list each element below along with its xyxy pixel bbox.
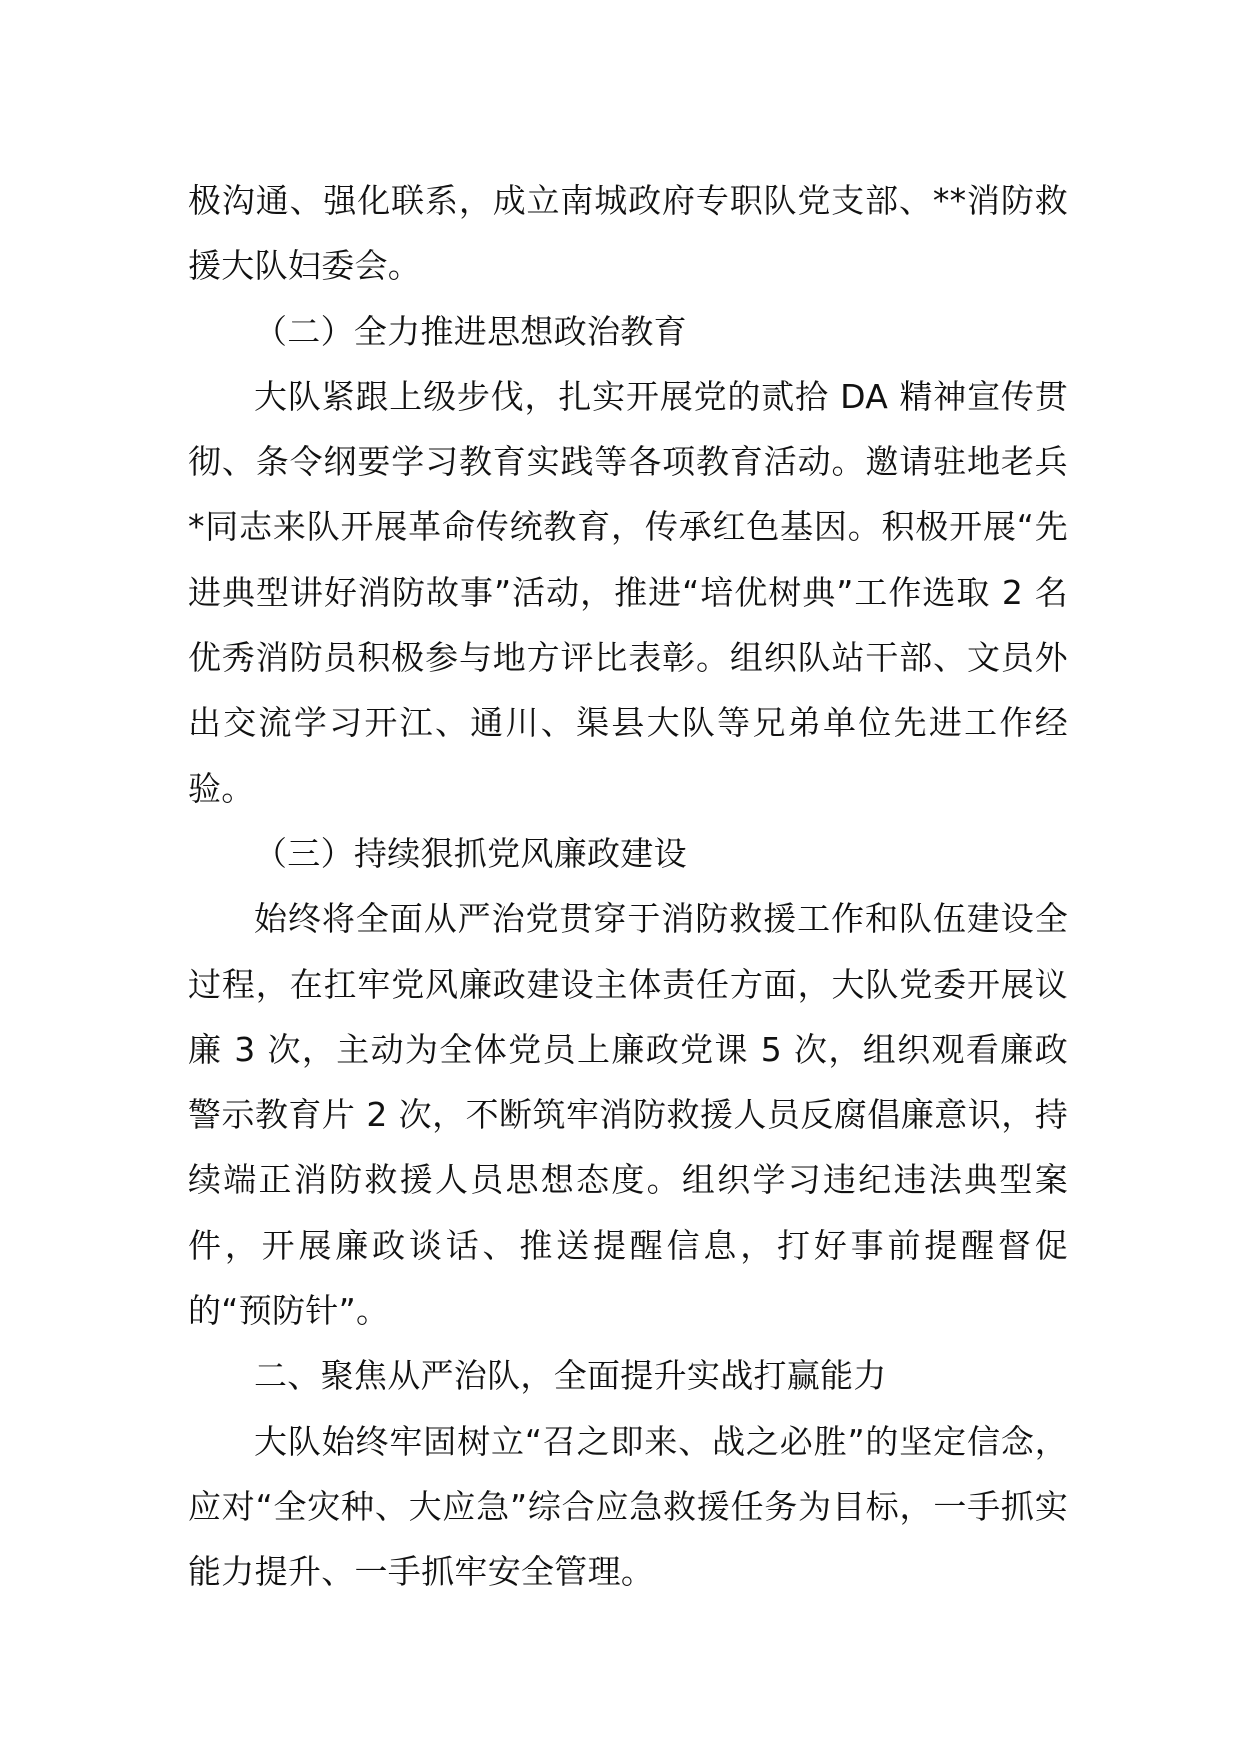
section-heading-3: （三）持续狠抓党风廉政建设 — [254, 833, 687, 873]
chapter-heading-2: 二、聚焦从严治队，全面提升实战打赢能力 — [254, 1356, 887, 1396]
section-heading-2: （二）全力推进思想政治教育 — [254, 311, 687, 351]
paragraph-integrity-building: 始终将全面从严治党贯穿于消防救援工作和队伍建设全过程，在扛牢党风廉政建设主体责任方面，大队党委开展议廉 3 次，主动为全体党员上廉政党课 5 次，组织观看廉政警示教育片 2 次，不断筑牢消防救援人员反腐倡廉意识，持续端正消防救援人员思想态度。组织学习违纪违法典型案件，开展廉政谈话、推送提醒信息，打好事前提醒督促的“预防针”。 — [188, 899, 1068, 1331]
paragraph-combat-readiness: 大队始终牢固树立“召之即来、战之必胜”的坚定信念，应对“全灾种、大应急”综合应急救援任务为目标，一手抓实能力提升、一手抓牢安全管理。 — [188, 1421, 1068, 1592]
paragraph-political-education: 大队紧跟上级步伐，扎实开展党的贰拾 DA 精神宣传贯彻、条令纲要学习教育实践等各项教育活动。邀请驻地老兵*同志来队开展革命传统教育，传承红色基因。积极开展“先进典型讲好消防故事”活动，推进“培优树典”工作选取 2 名优秀消防员积极参与地方评比表彰。组织队站干部、文员外出交流学习开江、通川、渠县大队等兄弟单位先进工作经验。 — [188, 376, 1068, 808]
paragraph-continued: 极沟通、强化联系，成立南城政府专职队党支部、**消防救援大队妇委会。 — [188, 181, 1068, 286]
document-body — [188, 168, 1068, 1605]
